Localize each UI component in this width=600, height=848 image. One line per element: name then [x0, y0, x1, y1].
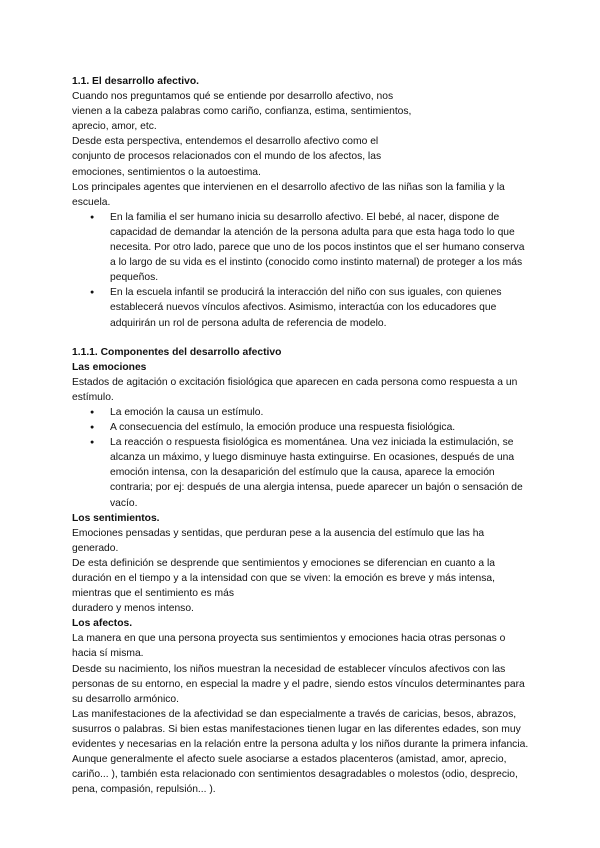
emotions-title: Las emociones: [72, 361, 147, 373]
feelings-difference: De esta definición se desprende que sentimientos y emociones se diferencian en cuanto a la duración en el tiempo y a la intensidad con que se viven: la emoción es breve y más intensa, mientras que el sentimiento es más: [72, 557, 496, 600]
subsection-title: 1.1.1. Componentes del desarrollo afectivo: [72, 346, 282, 358]
affections-paragraph: Desde su nacimiento, los niños muestran la necesidad de establecer vínculos afectivos con las personas de su entorno, en especial la madre y el padre, siendo estos vínculos determinantes para su desarrollo armónico.: [72, 663, 525, 705]
list-item: ● En la escuela infantil se producirá la interacción del niño con sus iguales, con quienes establecerá nuevos vínculos afectivos. Asimismo, interactúa con los educadores que adquirirán un rol de persona adulta de referencia de modelo.: [110, 285, 532, 330]
affections-title: Los afectos.: [72, 618, 133, 630]
agents-paragraph: Los principales agentes que intervienen en el desarrollo afectivo de las niñas son la familia y la escuela.: [72, 181, 505, 208]
affections-paragraph: Las manifestaciones de la afectividad se dan especialmente a través de caricias, besos, abrazos, susurros o palabras. Si bien estas manifestaciones tienen lugar en las diferentes edades, son muy evidentes y necesarias en la relación entre la persona adulta y los niños durante la primera infancia. Aunque generalmente el afecto suele asociarse a estados placenteros (amistad, amor, aprecio, cariño... ), también esta relacionado con sentimientos desagradables o molestos (odio, desprecio, pena, compasión, repulsión... ).: [72, 708, 529, 796]
intro-line: aprecio, amor, etc.: [72, 121, 157, 133]
emotions-list: [72, 405, 532, 511]
affections-paragraph: La manera en que una persona proyecta sus sentimientos y emociones hacia otras personas o hacia sí misma.: [72, 633, 506, 660]
list-item: ● A consecuencia del estímulo, la emoción produce una respuesta fisiológica.: [110, 420, 532, 435]
intro-line: Cuando nos preguntamos qué se entiende por desarrollo afectivo, nos: [72, 91, 394, 103]
intro-line: conjunto de procesos relacionados con el mundo de los afectos, las: [72, 151, 382, 163]
section-title: 1.1. El desarrollo afectivo.: [72, 76, 200, 87]
list-item: ● La emoción la causa un estímulo.: [110, 405, 532, 420]
emotions-definition: Estados de agitación o excitación fisiológica que aparecen en cada persona como respuesta a un estímulo.: [72, 376, 518, 403]
intro-line: Desde esta perspectiva, entendemos el desarrollo afectivo como el: [72, 136, 379, 148]
document-page: [72, 74, 532, 797]
feelings-definition: Emociones pensadas y sentidas, que perduran pese a la ausencia del estímulo que las ha generado.: [72, 527, 485, 554]
agents-list: [72, 210, 532, 331]
list-item: ● En la familia el ser humano inicia su desarrollo afectivo. El bebé, al nacer, dispone de capacidad de demandar la atención de la persona adulta para que esta haga todo lo que necesita. Por otro lado, parece que uno de los pocos instintos que el ser humano conserva a lo largo de su vida es el instinto (conocido como instinto maternal) de proteger a los más pequeños.: [110, 210, 532, 285]
intro-line: vienen a la cabeza palabras como cariño, confianza, estima, sentimientos,: [72, 106, 412, 118]
feelings-difference: duradero y menos intenso.: [72, 603, 194, 615]
feelings-title: Los sentimientos.: [72, 512, 160, 524]
intro-line: emociones, sentimientos o la autoestima.: [72, 166, 261, 178]
list-item: ● La reacción o respuesta fisiológica es momentánea. Una vez iniciada la estimulación, se alcanza un máximo, y luego disminuye hasta extinguirse. En ocasiones, después de una emoción intensa, con la desaparición del estímulo que la causa, aparece la emoción contraria; por ej: después de una alergia intensa, puede aparecer un bajón o sensación de vacío.: [110, 435, 532, 510]
